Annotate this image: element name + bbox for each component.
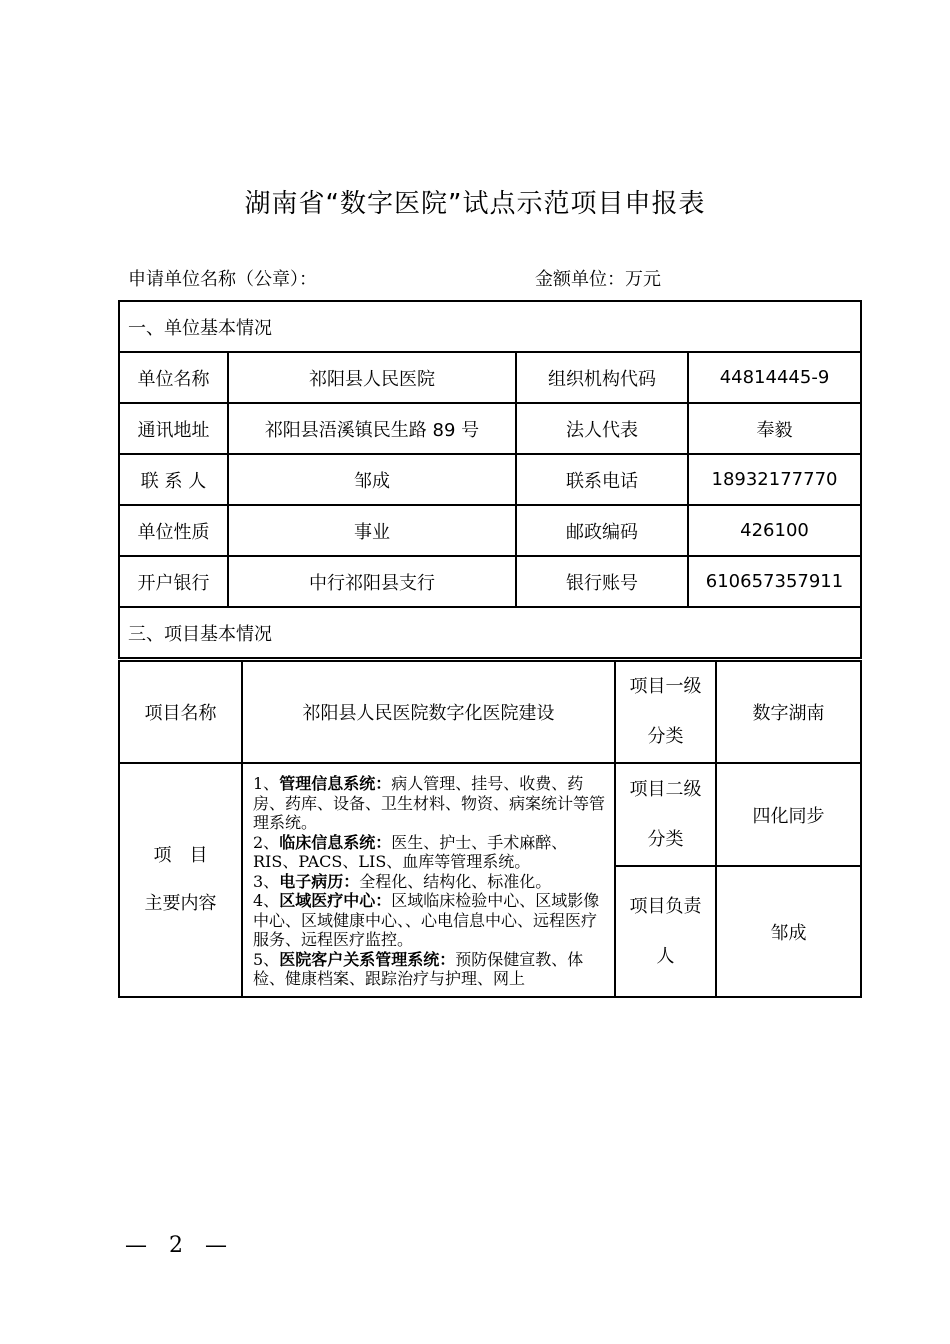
field-value: 426100 — [688, 505, 861, 556]
field-value: 祁阳县人民医院 — [228, 352, 516, 403]
table-row — [119, 403, 861, 454]
field-value: 中行祁阳县支行 — [228, 556, 516, 607]
field-label: 单位性质 — [119, 505, 228, 556]
table-row — [119, 352, 861, 403]
page-number: — 2 — — [125, 1233, 227, 1258]
field-label: 组织机构代码 — [516, 352, 688, 403]
table-row — [119, 505, 861, 556]
list-item: 1、管理信息系统：病人管理、挂号、收费、药房、药库、设备、卫生材料、物资、病案统计等管理系统。 — [253, 774, 606, 832]
amount-unit: 金额单位：万元 — [535, 269, 661, 290]
project-info-table — [118, 660, 862, 998]
field-value: 610657357911 — [688, 556, 861, 607]
level2-value: 四化同步 — [716, 763, 861, 866]
list-item: 5、医院客户关系管理系统：预防保健宣教、体检、健康档案、跟踪治疗与护理、网上 — [253, 949, 584, 988]
main-content-text — [242, 763, 615, 997]
field-value: 18932177770 — [688, 454, 861, 505]
level2-label: 项目二级 分类 — [615, 763, 716, 866]
field-value: 事业 — [228, 505, 516, 556]
owner-value: 邹成 — [716, 866, 861, 997]
section-unit-heading: 一、单位基本情况 — [119, 301, 861, 352]
table-row — [119, 454, 861, 505]
field-value: 奉毅 — [688, 403, 861, 454]
level1-value: 数字湖南 — [716, 661, 861, 763]
field-label: 通讯地址 — [119, 403, 228, 454]
owner-label: 项目负责 人 — [615, 866, 716, 997]
section-project-heading: 三、项目基本情况 — [119, 607, 861, 658]
page-title: 湖南省“数字医院”试点示范项目申报表 — [244, 189, 706, 219]
list-item: 3、电子病历：全程化、结构化、标准化。 — [253, 871, 552, 891]
field-value: 44814445-9 — [688, 352, 861, 403]
applicant-label: 申请单位名称（公章）： — [128, 269, 317, 290]
list-item: 4、区域医疗中心：区域临床检验中心、区域影像中心、区域健康中心、、心电信息中心、远程医疗服务、远程医疗监控。 — [253, 891, 600, 949]
field-label: 联 系 人 — [119, 454, 228, 505]
table-row — [119, 556, 861, 607]
field-label: 开户银行 — [119, 556, 228, 607]
main-content-label: 项 目 主要内容 — [119, 763, 242, 997]
field-label: 银行账号 — [516, 556, 688, 607]
field-value: 祁阳县浯溪镇民生路 89 号 — [228, 403, 516, 454]
level1-label: 项目一级 分类 — [615, 661, 716, 763]
field-label: 单位名称 — [119, 352, 228, 403]
unit-info-table — [118, 300, 862, 659]
field-label: 法人代表 — [516, 403, 688, 454]
project-name-label: 项目名称 — [119, 661, 242, 763]
project-name-value: 祁阳县人民医院数字化医院建设 — [242, 661, 615, 763]
field-label: 联系电话 — [516, 454, 688, 505]
field-label: 邮政编码 — [516, 505, 688, 556]
field-value: 邹成 — [228, 454, 516, 505]
list-item: 2、临床信息系统：医生、护士、手术麻醉、RIS、PACS、LIS、血库等管理系统。 — [253, 832, 568, 871]
